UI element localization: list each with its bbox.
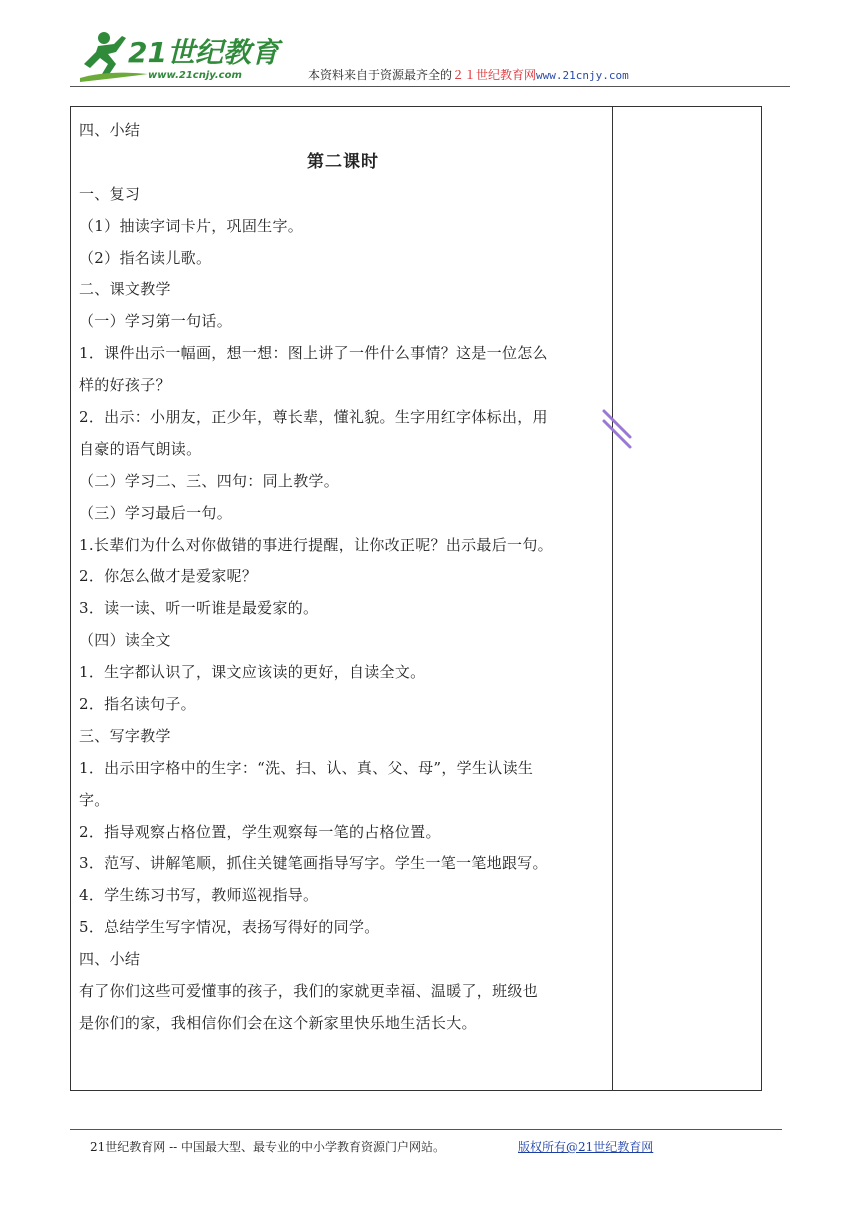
decorative-slash-marks — [600, 405, 640, 455]
footer-divider — [70, 1129, 782, 1130]
content-line: 样的好孩子？ — [79, 376, 171, 395]
lesson-table — [70, 106, 762, 1091]
site-logo — [78, 28, 298, 84]
content-line: 三、写字教学 — [79, 726, 171, 745]
header-prefix: 本资料来自于资源最齐全的 — [308, 68, 453, 82]
lesson-content — [79, 115, 607, 1040]
header-source-line — [308, 66, 629, 83]
column-divider — [612, 107, 613, 1090]
content-line: 5．总结学生写字情况，表扬写得好的同学。 — [79, 918, 380, 937]
content-line: （四）读全文 — [79, 631, 171, 650]
footer-copyright-link[interactable]: 版权所有@21世纪教育网 — [518, 1140, 654, 1154]
section-title: 第二课时 — [307, 151, 379, 172]
content-line: 一、复习 — [79, 184, 141, 203]
content-line: 2．出示：小朋友，正少年，尊长辈，懂礼貌。生字用红字体标出，用 — [79, 408, 548, 427]
content-line: 字。 — [79, 790, 110, 809]
content-line: （三）学习最后一句。 — [79, 503, 233, 522]
content-line: （一）学习第一句话。 — [79, 312, 233, 331]
content-line: 自豪的语气朗读。 — [79, 439, 202, 458]
content-line: （2）指名读儿歌。 — [79, 248, 212, 267]
content-line: 有了你们这些可爱懂事的孩子，我们的家就更幸福、温暖了，班级也 — [79, 982, 539, 1001]
content-line: 2．你怎么做才是爱家呢？ — [79, 567, 258, 586]
content-line: 1.长辈们为什么对你做错的事进行提醒，让你改正呢？出示最后一句。 — [79, 535, 553, 554]
content-line: 四、小结 — [79, 950, 141, 969]
content-line: 四、小结 — [79, 121, 141, 139]
content-line: 3．读一读、听一听谁是最爱家的。 — [79, 599, 319, 618]
content-line: 二、课文教学 — [79, 280, 171, 299]
header-divider — [70, 86, 790, 87]
content-line: （二）学习二、三、四句：同上教学。 — [79, 471, 340, 490]
content-line: 4．学生练习书写，教师巡视指导。 — [79, 886, 319, 905]
content-line: 2．指名读句子。 — [79, 695, 196, 714]
logo-text: 21世纪教育 — [128, 36, 279, 69]
header-site-url[interactable]: www.21cnjy.com — [536, 69, 629, 82]
content-line: 1．生字都认识了，课文应该读的更好，自读全文。 — [79, 663, 426, 682]
logo-url: www.21cnjy.com — [148, 70, 242, 81]
content-line: 3．范写、讲解笔顺，抓住关键笔画指导写字。学生一笔一笔地跟写。 — [79, 854, 548, 873]
header-site-name[interactable]: ２１世纪教育网 — [452, 68, 537, 82]
content-line: （1）抽读字词卡片，巩固生字。 — [79, 216, 304, 235]
content-line: 1．课件出示一幅画，想一想：图上讲了一件什么事情？这是一位怎么 — [79, 344, 548, 363]
content-line: 是你们的家，我相信你们会在这个新家里快乐地生活长大。 — [79, 1013, 477, 1032]
content-line: 2．指导观察占格位置，学生观察每一笔的占格位置。 — [79, 822, 441, 841]
content-line: 1．出示田字格中的生字：“洗、扫、认、真、父、母”，学生认读生 — [79, 758, 534, 777]
footer-text: 21世纪教育网 -- 中国最大型、最专业的中小学教育资源门户网站。 — [90, 1140, 446, 1154]
